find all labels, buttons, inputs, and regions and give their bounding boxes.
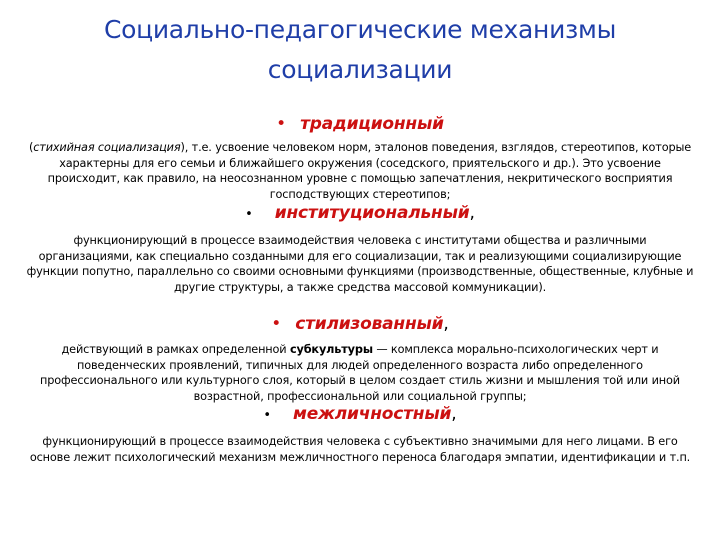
title-line-1: Социально-педагогические механизмы <box>103 15 617 44</box>
item-comma: , <box>443 314 449 334</box>
title-line-2: социализации <box>267 55 453 84</box>
item-term: стилизованный <box>295 314 444 334</box>
item-term: межличностный <box>293 404 452 424</box>
item-comma: , <box>469 203 475 223</box>
page-title <box>40 10 680 90</box>
item-text: функционирующий в процессе взаимодействия человека с субъективно значимыми для него лицами. В его основе лежит психологический механизм межличностного переноса благодаря эмпатии, идентификации и т.п. <box>29 435 691 464</box>
item-text: функционирующий в процессе взаимодействия человека с институтами общества и различными организациями, как специально созданными для его социализации, так и реализующими социализирующие функции попутно, параллельно со своими основными функциями (производственные, общественные, клубные и другие структуры, а также средства массовой коммуникации). <box>26 234 694 294</box>
item-heading-interpersonal <box>0 404 720 424</box>
item-heading-stylized <box>0 314 720 334</box>
bullet-icon: • <box>245 207 253 222</box>
item-bold-term: субкультуры <box>289 343 373 356</box>
item-text-after: — комплекса морально-психологических черт и поведенческих проявлений, типичных для людей определенного возраста либо определенного профессионального или культурного слоя, который в целом создает стиль жизни и мышления той или иной возрастной, профессиональной или социальной группы; <box>40 343 680 403</box>
item-text: ), т.е. усвоение человеком норм, эталонов поведения, взглядов, стереотипов, которые характерны для его семьи и ближайшего окружения (соседского, приятельского и др.). Это усвоение происходит, как правило, на неосознанном уровне с помощью запечатления, некритического восприятия господствующих стереотипов; <box>47 141 692 201</box>
item-description-traditional: (стихийная социализация), т.е. усвоение человеком норм, эталонов поведения, взглядов, стереотипов, которые характерны для его семьи и ближайшего окружения (соседского, приятельского и др.). Это усвоение происходит, как правило, на неосознанном уровне с помощью запечатления, некритического восприятия господствующих стереотипов; <box>28 141 692 201</box>
bullet-icon: • <box>263 408 272 423</box>
bullet-icon: • <box>276 114 287 134</box>
item-description-interpersonal <box>26 434 694 465</box>
item-description-stylized <box>26 342 694 404</box>
item-comma: , <box>451 404 457 424</box>
item-note: стихийная социализация <box>33 141 181 154</box>
item-description-institutional <box>26 233 694 295</box>
item-text-before: действующий в рамках определенной <box>61 343 290 356</box>
item-heading-traditional <box>0 114 720 134</box>
bullet-icon: • <box>271 314 282 334</box>
item-heading-institutional <box>0 203 720 223</box>
item-term: институциональный <box>274 203 470 223</box>
item-term: традиционный <box>300 114 444 134</box>
